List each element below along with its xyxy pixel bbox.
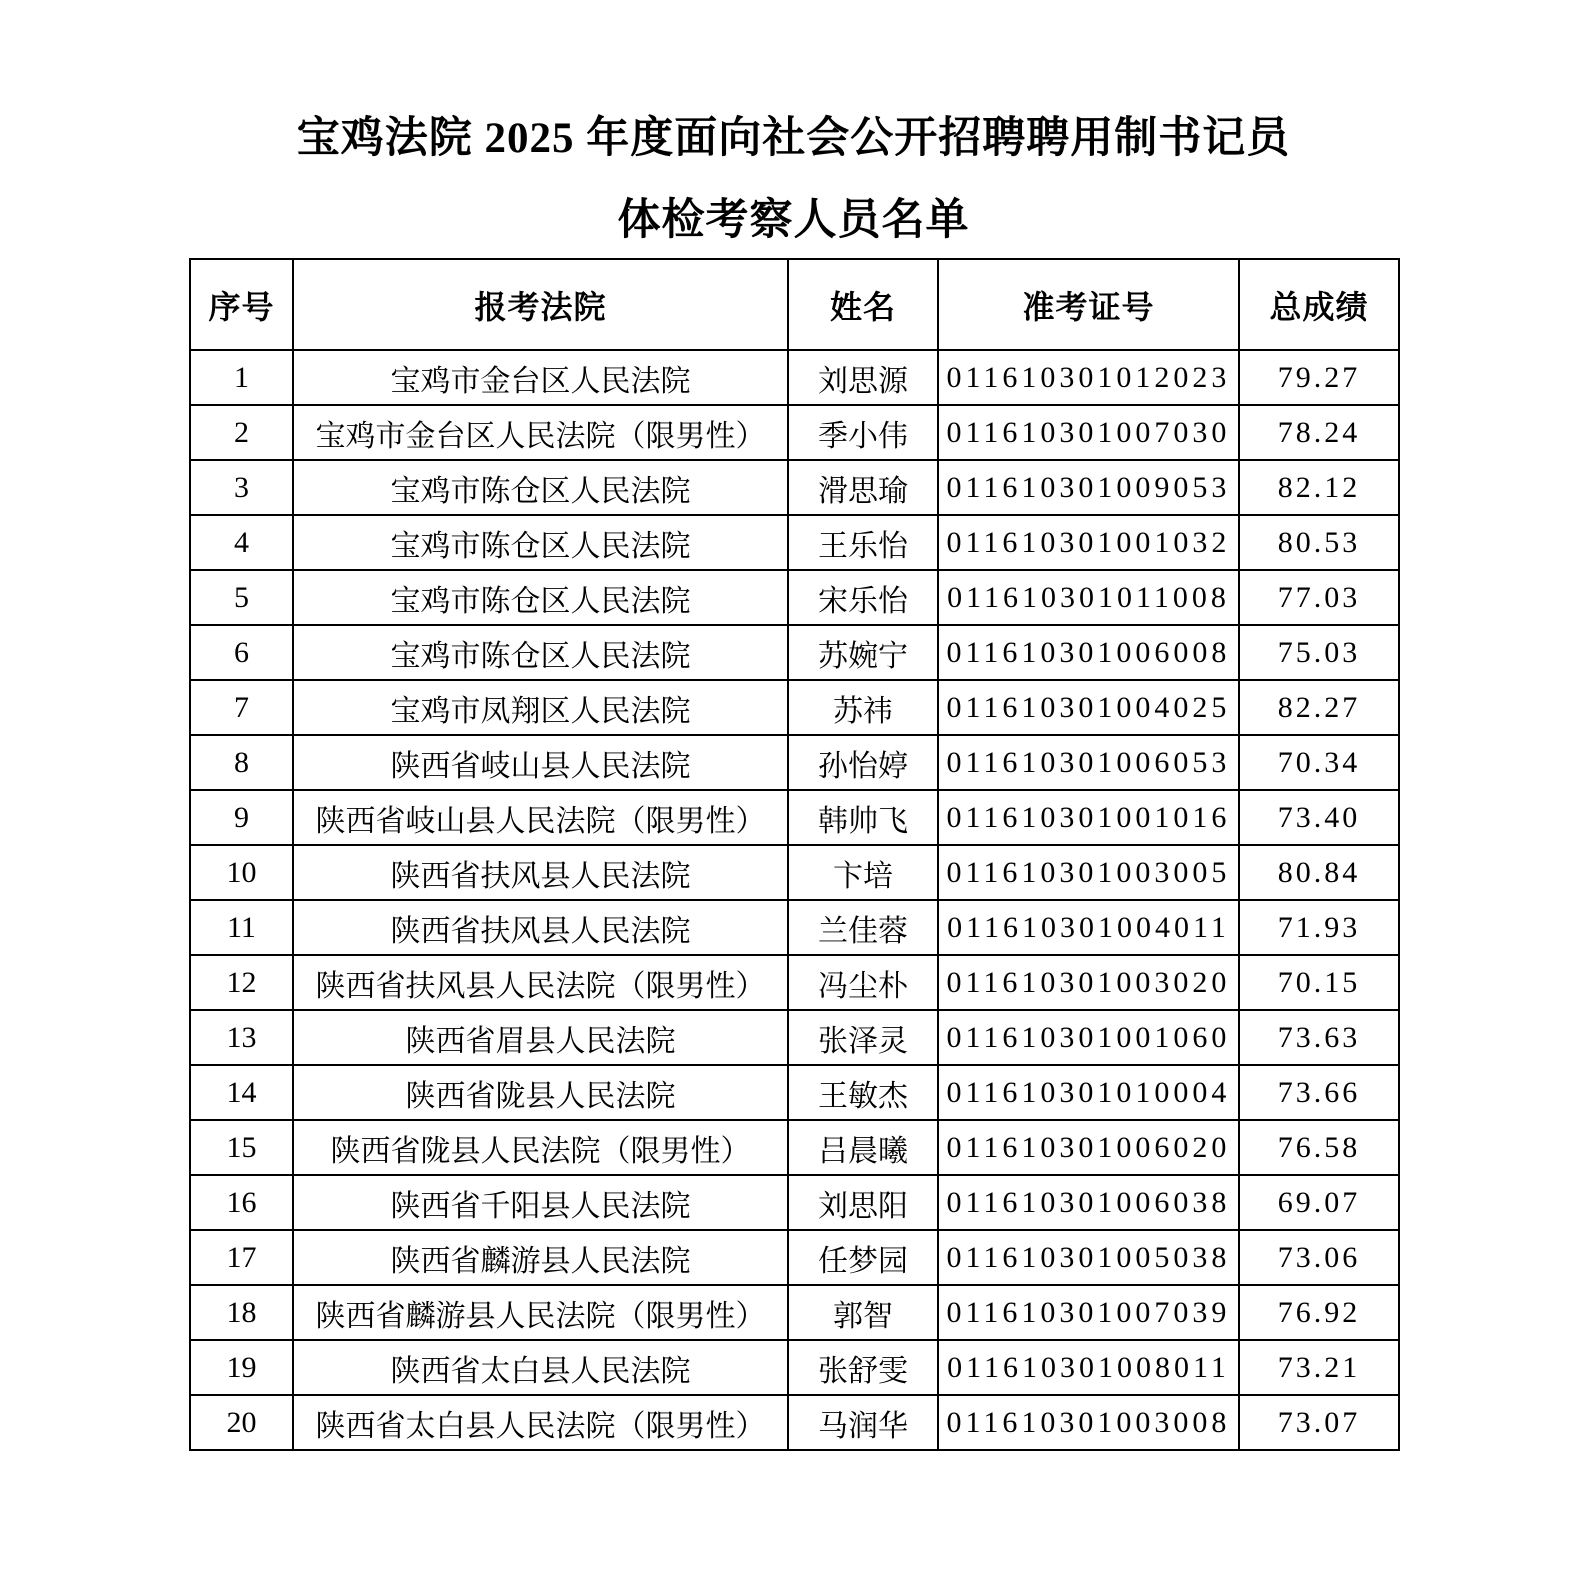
cell-total-score: 73.63: [1239, 1010, 1399, 1065]
header-cell-index: 序号: [190, 259, 293, 350]
cell-court: 陕西省岐山县人民法院（限男性）: [293, 790, 788, 845]
cell-admission-ticket-no: 011610301003005: [938, 845, 1239, 900]
cell-total-score: 70.15: [1239, 955, 1399, 1010]
cell-index: 10: [190, 845, 293, 900]
cell-total-score: 75.03: [1239, 625, 1399, 680]
cell-index: 18: [190, 1285, 293, 1340]
cell-index: 9: [190, 790, 293, 845]
cell-name: 韩帅飞: [788, 790, 938, 845]
cell-index: 3: [190, 460, 293, 515]
cell-admission-ticket-no: 011610301008011: [938, 1340, 1239, 1395]
cell-index: 13: [190, 1010, 293, 1065]
cell-total-score: 82.12: [1239, 460, 1399, 515]
cell-court: 陕西省扶风县人民法院（限男性）: [293, 955, 788, 1010]
cell-court: 陕西省千阳县人民法院: [293, 1175, 788, 1230]
doc-title-line2: 体检考察人员名单: [617, 197, 970, 244]
cell-index: 12: [190, 955, 293, 1010]
cell-index: 14: [190, 1065, 293, 1120]
cell-name: 刘思源: [788, 350, 938, 405]
cell-admission-ticket-no: 011610301006053: [938, 735, 1239, 790]
cell-total-score: 76.92: [1239, 1285, 1399, 1340]
cell-name: 王乐怡: [788, 515, 938, 570]
cell-admission-ticket-no: 011610301006008: [938, 625, 1239, 680]
cell-total-score: 73.06: [1239, 1230, 1399, 1285]
cell-index: 4: [190, 515, 293, 570]
cell-name: 冯尘朴: [788, 955, 938, 1010]
cell-admission-ticket-no: 011610301001032: [938, 515, 1239, 570]
cell-name: 孙怡婷: [788, 735, 938, 790]
cell-admission-ticket-no: 011610301006020: [938, 1120, 1239, 1175]
cell-admission-ticket-no: 011610301012023: [938, 350, 1239, 405]
cell-admission-ticket-no: 011610301005038: [938, 1230, 1239, 1285]
table-row: [190, 570, 1399, 625]
table-row: [190, 1230, 1399, 1285]
cell-court: 陕西省扶风县人民法院: [293, 900, 788, 955]
cell-name: 张舒雯: [788, 1340, 938, 1395]
table-row: [190, 900, 1399, 955]
cell-admission-ticket-no: 011610301007030: [938, 405, 1239, 460]
cell-total-score: 78.24: [1239, 405, 1399, 460]
header-cell-name: 姓名: [788, 259, 938, 350]
cell-court: 陕西省太白县人民法院: [293, 1340, 788, 1395]
cell-name: 刘思阳: [788, 1175, 938, 1230]
cell-total-score: 80.84: [1239, 845, 1399, 900]
cell-admission-ticket-no: 011610301001016: [938, 790, 1239, 845]
cell-court: 陕西省太白县人民法院（限男性）: [293, 1395, 788, 1450]
cell-index: 20: [190, 1395, 293, 1450]
cell-index: 17: [190, 1230, 293, 1285]
cell-name: 任梦园: [788, 1230, 938, 1285]
cell-court: 陕西省陇县人民法院: [293, 1065, 788, 1120]
cell-name: 苏祎: [788, 680, 938, 735]
cell-total-score: 77.03: [1239, 570, 1399, 625]
header-cell-court: 报考法院: [293, 259, 788, 350]
cell-index: 15: [190, 1120, 293, 1175]
cell-admission-ticket-no: 011610301003008: [938, 1395, 1239, 1450]
cell-name: 宋乐怡: [788, 570, 938, 625]
cell-total-score: 79.27: [1239, 350, 1399, 405]
table-row: [190, 1395, 1399, 1450]
table-row: [190, 680, 1399, 735]
cell-name: 张泽灵: [788, 1010, 938, 1065]
cell-index: 19: [190, 1340, 293, 1395]
table-row: [190, 1120, 1399, 1175]
table-row: [190, 350, 1399, 405]
cell-court: 宝鸡市陈仓区人民法院: [293, 570, 788, 625]
table-row: [190, 955, 1399, 1010]
cell-total-score: 82.27: [1239, 680, 1399, 735]
cell-name: 马润华: [788, 1395, 938, 1450]
cell-name: 滑思瑜: [788, 460, 938, 515]
cell-index: 7: [190, 680, 293, 735]
cell-court: 宝鸡市金台区人民法院: [293, 350, 788, 405]
cell-index: 6: [190, 625, 293, 680]
cell-name: 王敏杰: [788, 1065, 938, 1120]
header-cell-admission-ticket-no: 准考证号: [938, 259, 1239, 350]
cell-total-score: 71.93: [1239, 900, 1399, 955]
header-cell-total-score: 总成绩: [1239, 259, 1399, 350]
table-row: [190, 460, 1399, 515]
cell-court: 宝鸡市凤翔区人民法院: [293, 680, 788, 735]
doc-title-line1: 宝鸡法院 2025 年度面向社会公开招聘聘用制书记员: [296, 115, 1291, 162]
cell-total-score: 69.07: [1239, 1175, 1399, 1230]
cell-admission-ticket-no: 011610301003020: [938, 955, 1239, 1010]
table-row: [190, 790, 1399, 845]
cell-name: 兰佳蓉: [788, 900, 938, 955]
cell-total-score: 73.07: [1239, 1395, 1399, 1450]
table-header-row: [190, 259, 1399, 350]
cell-court: 宝鸡市陈仓区人民法院: [293, 460, 788, 515]
cell-index: 16: [190, 1175, 293, 1230]
table-row: [190, 515, 1399, 570]
cell-index: 8: [190, 735, 293, 790]
cell-name: 郭智: [788, 1285, 938, 1340]
cell-court: 陕西省麟游县人民法院（限男性）: [293, 1285, 788, 1340]
cell-index: 5: [190, 570, 293, 625]
table-body: [190, 350, 1399, 1450]
cell-court: 宝鸡市陈仓区人民法院: [293, 625, 788, 680]
cell-name: 卞培: [788, 845, 938, 900]
cell-court: 陕西省眉县人民法院: [293, 1010, 788, 1065]
cell-admission-ticket-no: 011610301010004: [938, 1065, 1239, 1120]
cell-court: 陕西省陇县人民法院（限男性）: [293, 1120, 788, 1175]
cell-admission-ticket-no: 011610301004011: [938, 900, 1239, 955]
cell-court: 宝鸡市陈仓区人民法院: [293, 515, 788, 570]
roster-table-container: [189, 258, 1398, 1451]
table-row: [190, 1065, 1399, 1120]
cell-total-score: 80.53: [1239, 515, 1399, 570]
cell-admission-ticket-no: 011610301009053: [938, 460, 1239, 515]
cell-admission-ticket-no: 011610301011008: [938, 570, 1239, 625]
table-row: [190, 1285, 1399, 1340]
cell-name: 苏婉宁: [788, 625, 938, 680]
cell-total-score: 73.21: [1239, 1340, 1399, 1395]
cell-index: 1: [190, 350, 293, 405]
cell-admission-ticket-no: 011610301007039: [938, 1285, 1239, 1340]
table-row: [190, 735, 1399, 790]
cell-court: 宝鸡市金台区人民法院（限男性）: [293, 405, 788, 460]
table-row: [190, 1175, 1399, 1230]
cell-admission-ticket-no: 011610301001060: [938, 1010, 1239, 1065]
roster-table: [189, 258, 1400, 1451]
cell-name: 吕晨曦: [788, 1120, 938, 1175]
table-row: [190, 405, 1399, 460]
cell-total-score: 76.58: [1239, 1120, 1399, 1175]
cell-total-score: 70.34: [1239, 735, 1399, 790]
cell-name: 季小伟: [788, 405, 938, 460]
cell-admission-ticket-no: 011610301006038: [938, 1175, 1239, 1230]
table-row: [190, 1010, 1399, 1065]
cell-court: 陕西省麟游县人民法院: [293, 1230, 788, 1285]
cell-admission-ticket-no: 011610301004025: [938, 680, 1239, 735]
cell-court: 陕西省岐山县人民法院: [293, 735, 788, 790]
cell-total-score: 73.66: [1239, 1065, 1399, 1120]
table-row: [190, 625, 1399, 680]
table-row: [190, 1340, 1399, 1395]
cell-total-score: 73.40: [1239, 790, 1399, 845]
cell-index: 11: [190, 900, 293, 955]
cell-index: 2: [190, 405, 293, 460]
table-row: [190, 845, 1399, 900]
cell-court: 陕西省扶风县人民法院: [293, 845, 788, 900]
